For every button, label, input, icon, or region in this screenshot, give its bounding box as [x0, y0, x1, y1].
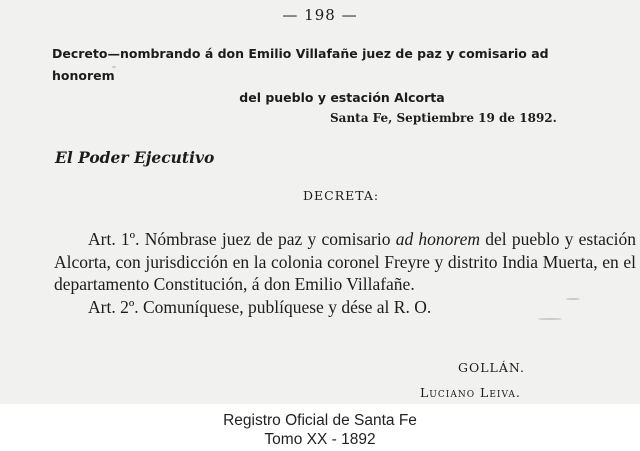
caption-line1: Registro Oficial de Santa Fe — [223, 412, 417, 429]
signatures — [420, 355, 600, 405]
articles — [54, 228, 636, 318]
place-date: Santa Fe, Septiembre 19 de 1892. — [330, 111, 557, 125]
signature-leiva: Luciano Leiva. — [420, 385, 521, 400]
caption-line2: Tomo XX - 1892 — [264, 431, 376, 448]
source-caption — [0, 411, 640, 449]
article-1-emphasis: ad honorem — [395, 229, 480, 249]
decreta-heading: DECRETA: — [303, 188, 380, 203]
article-1-prefix: Art. 1º. Nómbrase juez de paz y comisario — [88, 229, 396, 249]
page-number: — 198 — — [282, 6, 358, 24]
decree-title-line2: del pueblo y estación Alcorta — [239, 90, 445, 105]
article-1 — [54, 228, 636, 296]
issuing-authority: El Poder Ejecutivo — [55, 148, 215, 167]
decree-title-line1: Decreto—nombrando á don Emilio Villafañe juez de paz y comisario ad honorem — [52, 46, 549, 83]
decree-title — [52, 43, 612, 109]
scan-speckle — [538, 318, 562, 320]
article-1-suffix: del pueblo y estación Alcorta, con jurisdicción en la colonia coronel Freyre y distrito India Muerta, en el departamento Constitución, á don Emilio Villafañe. — [54, 229, 636, 294]
signature-gollan: GOLLÁN. — [458, 360, 525, 375]
article-2: Art. 2º. Comuníquese, publíquese y dése al R. O. — [88, 296, 432, 317]
